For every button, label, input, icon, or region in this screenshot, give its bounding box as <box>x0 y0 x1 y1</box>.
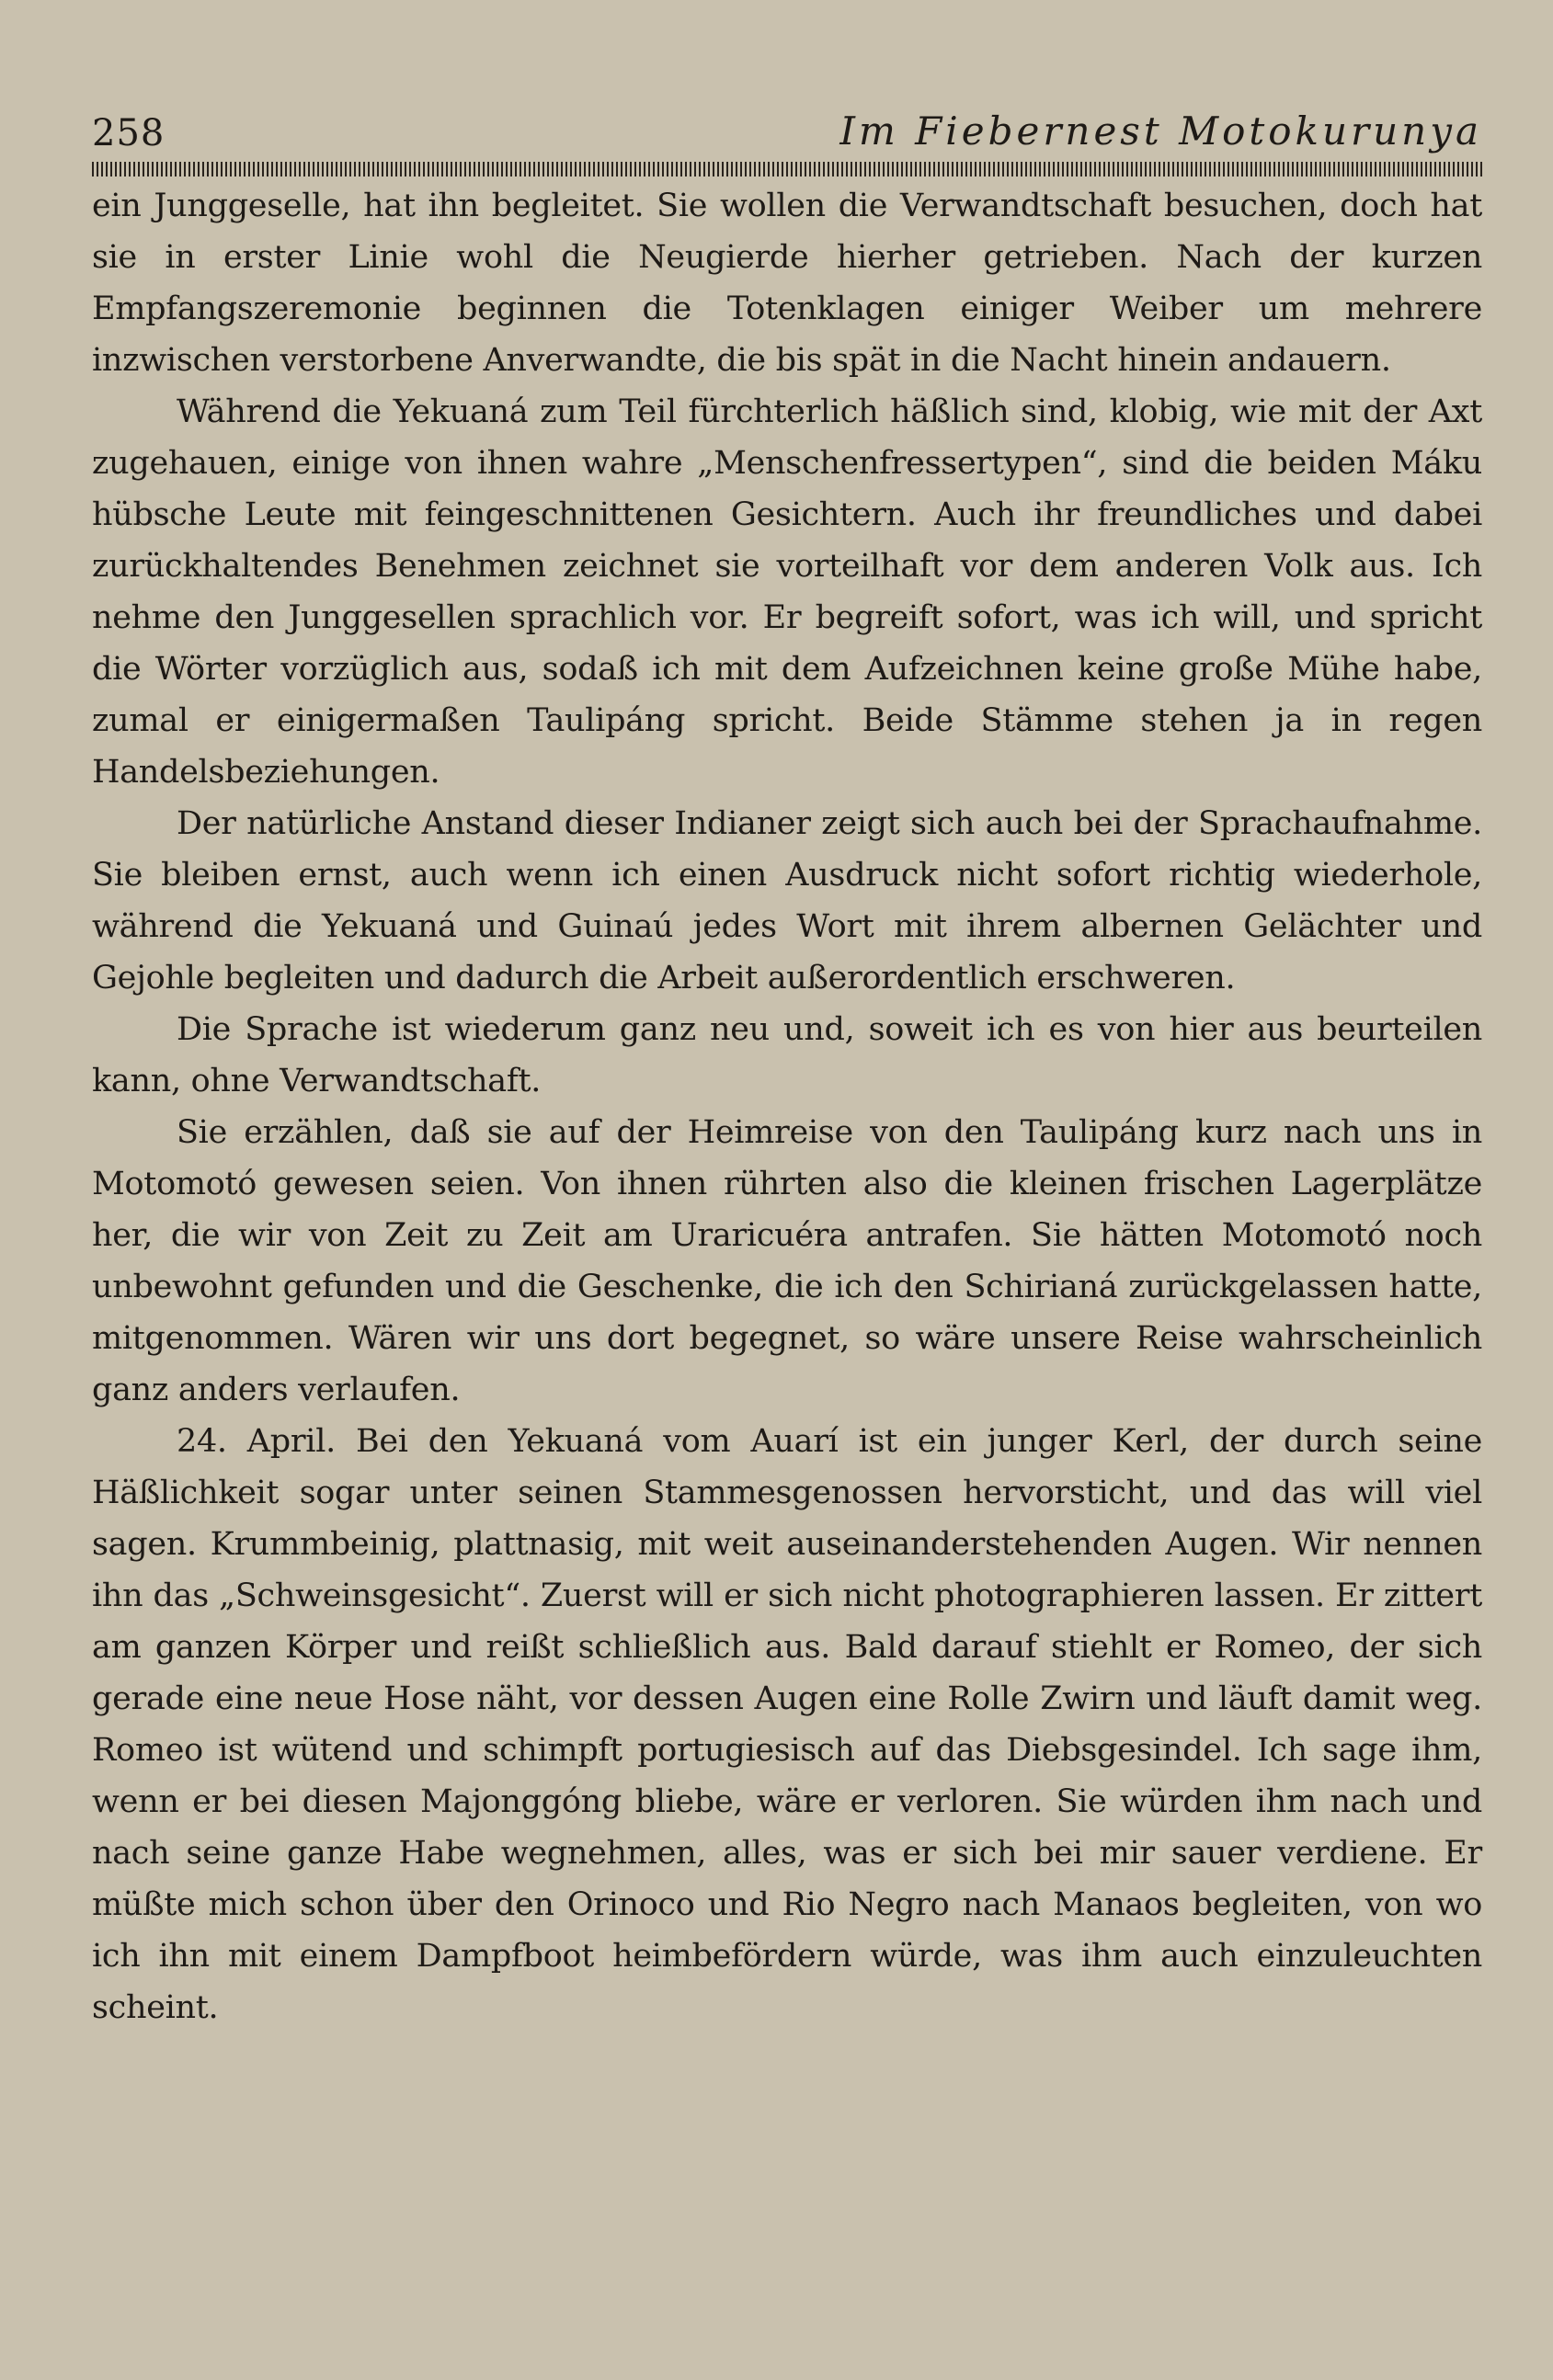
header-rule <box>92 162 1482 177</box>
paragraph-3: Der natürliche Anstand dieser Indianer zeigt sich auch bei der Sprachaufnahme. Sie bleiben ernst, auch wenn ich einen Ausdruck nicht sofort richtig wiederhole, während die Yekuaná und Guinaú jedes Wort mit ihrem albernen Gelächter und Gejohle begleiten und dadurch die Arbeit außerordentlich erschweren. <box>92 805 1482 996</box>
page-header <box>92 108 1482 160</box>
paragraph-1: ein Junggeselle, hat ihn begleitet. Sie wollen die Verwandtschaft besuchen, doch hat sie in erster Linie wohl die Neugierde hierher getrieben. Nach der kurzen Empfangszeremonie beginnen die Totenklagen einiger Weiber um mehrere inzwischen verstorbene Anverwandte, die bis spät in die Nacht hinein andauern. <box>92 188 1482 379</box>
paragraph-6: 24. April. Bei den Yekuaná vom Auarí ist ein junger Kerl, der durch seine Häßlichkeit sogar unter seinen Stammesgenossen hervorsticht, und das will viel sagen. Krummbeinig, plattnasig, mit weit auseinanderstehenden Augen. Wir nennen ihn das „Schweinsgesicht“. Zuerst will er sich nicht photographieren lassen. Er zittert am ganzen Körper und reißt schließlich aus. Bald darauf stiehlt er Romeo, der sich gerade eine neue Hose näht, vor dessen Augen eine Rolle Zwirn und läuft damit weg. Romeo ist wütend und schimpft portugiesisch auf das Diebsgesindel. Ich sage ihm, wenn er bei diesen Majonggóng bliebe, wäre er verloren. Sie würden ihm nach und nach seine ganze Habe wegnehmen, alles, was er sich bei mir sauer verdiene. Er müßte mich schon über den Orinoco und Rio Negro nach Manaos begleiten, von wo ich ihn mit einem Dampfboot heimbefördern würde, was ihm auch einzuleuchten scheint. <box>92 1423 1482 2026</box>
paragraph-5: Sie erzählen, daß sie auf der Heimreise von den Taulipáng kurz nach uns in Motomotó gewesen seien. Von ihnen rührten also die kleinen frischen Lagerplätze her, die wir von Zeit zu Zeit am Uraricuéra antrafen. Sie hätten Motomotó noch unbewohnt gefunden und die Geschenke, die ich den Schirianá zurückgelassen hatte, mitgenommen. Wären wir uns dort begegnet, so wäre unsere Reise wahrscheinlich ganz anders verlaufen. <box>92 1114 1482 1408</box>
page-number: 258 <box>92 112 166 154</box>
paragraph-2: Während die Yekuaná zum Teil fürchterlich häßlich sind, klobig, wie mit der Axt zugehauen, einige von ihnen wahre „Menschenfressertypen“, sind die beiden Máku hübsche Leute mit feingeschnittenen Gesichtern. Auch ihr freundliches und dabei zurückhaltendes Benehmen zeichnet sie vorteilhaft vor dem anderen Volk aus. Ich nehme den Junggesellen sprachlich vor. Er begreift sofort, was ich will, und spricht die Wörter vorzüglich aus, sodaß ich mit dem Aufzeichnen keine große Mühe habe, zumal er einigermaßen Taulipáng spricht. Beide Stämme stehen ja in regen Handelsbeziehungen. <box>92 393 1482 791</box>
paragraph-4: Die Sprache ist wiederum ganz neu und, soweit ich es von hier aus beurteilen kann, ohne Verwandtschaft. <box>92 1011 1482 1099</box>
body-text <box>92 180 1482 2033</box>
running-title: Im Fiebernest Motokurunya <box>839 108 1482 154</box>
